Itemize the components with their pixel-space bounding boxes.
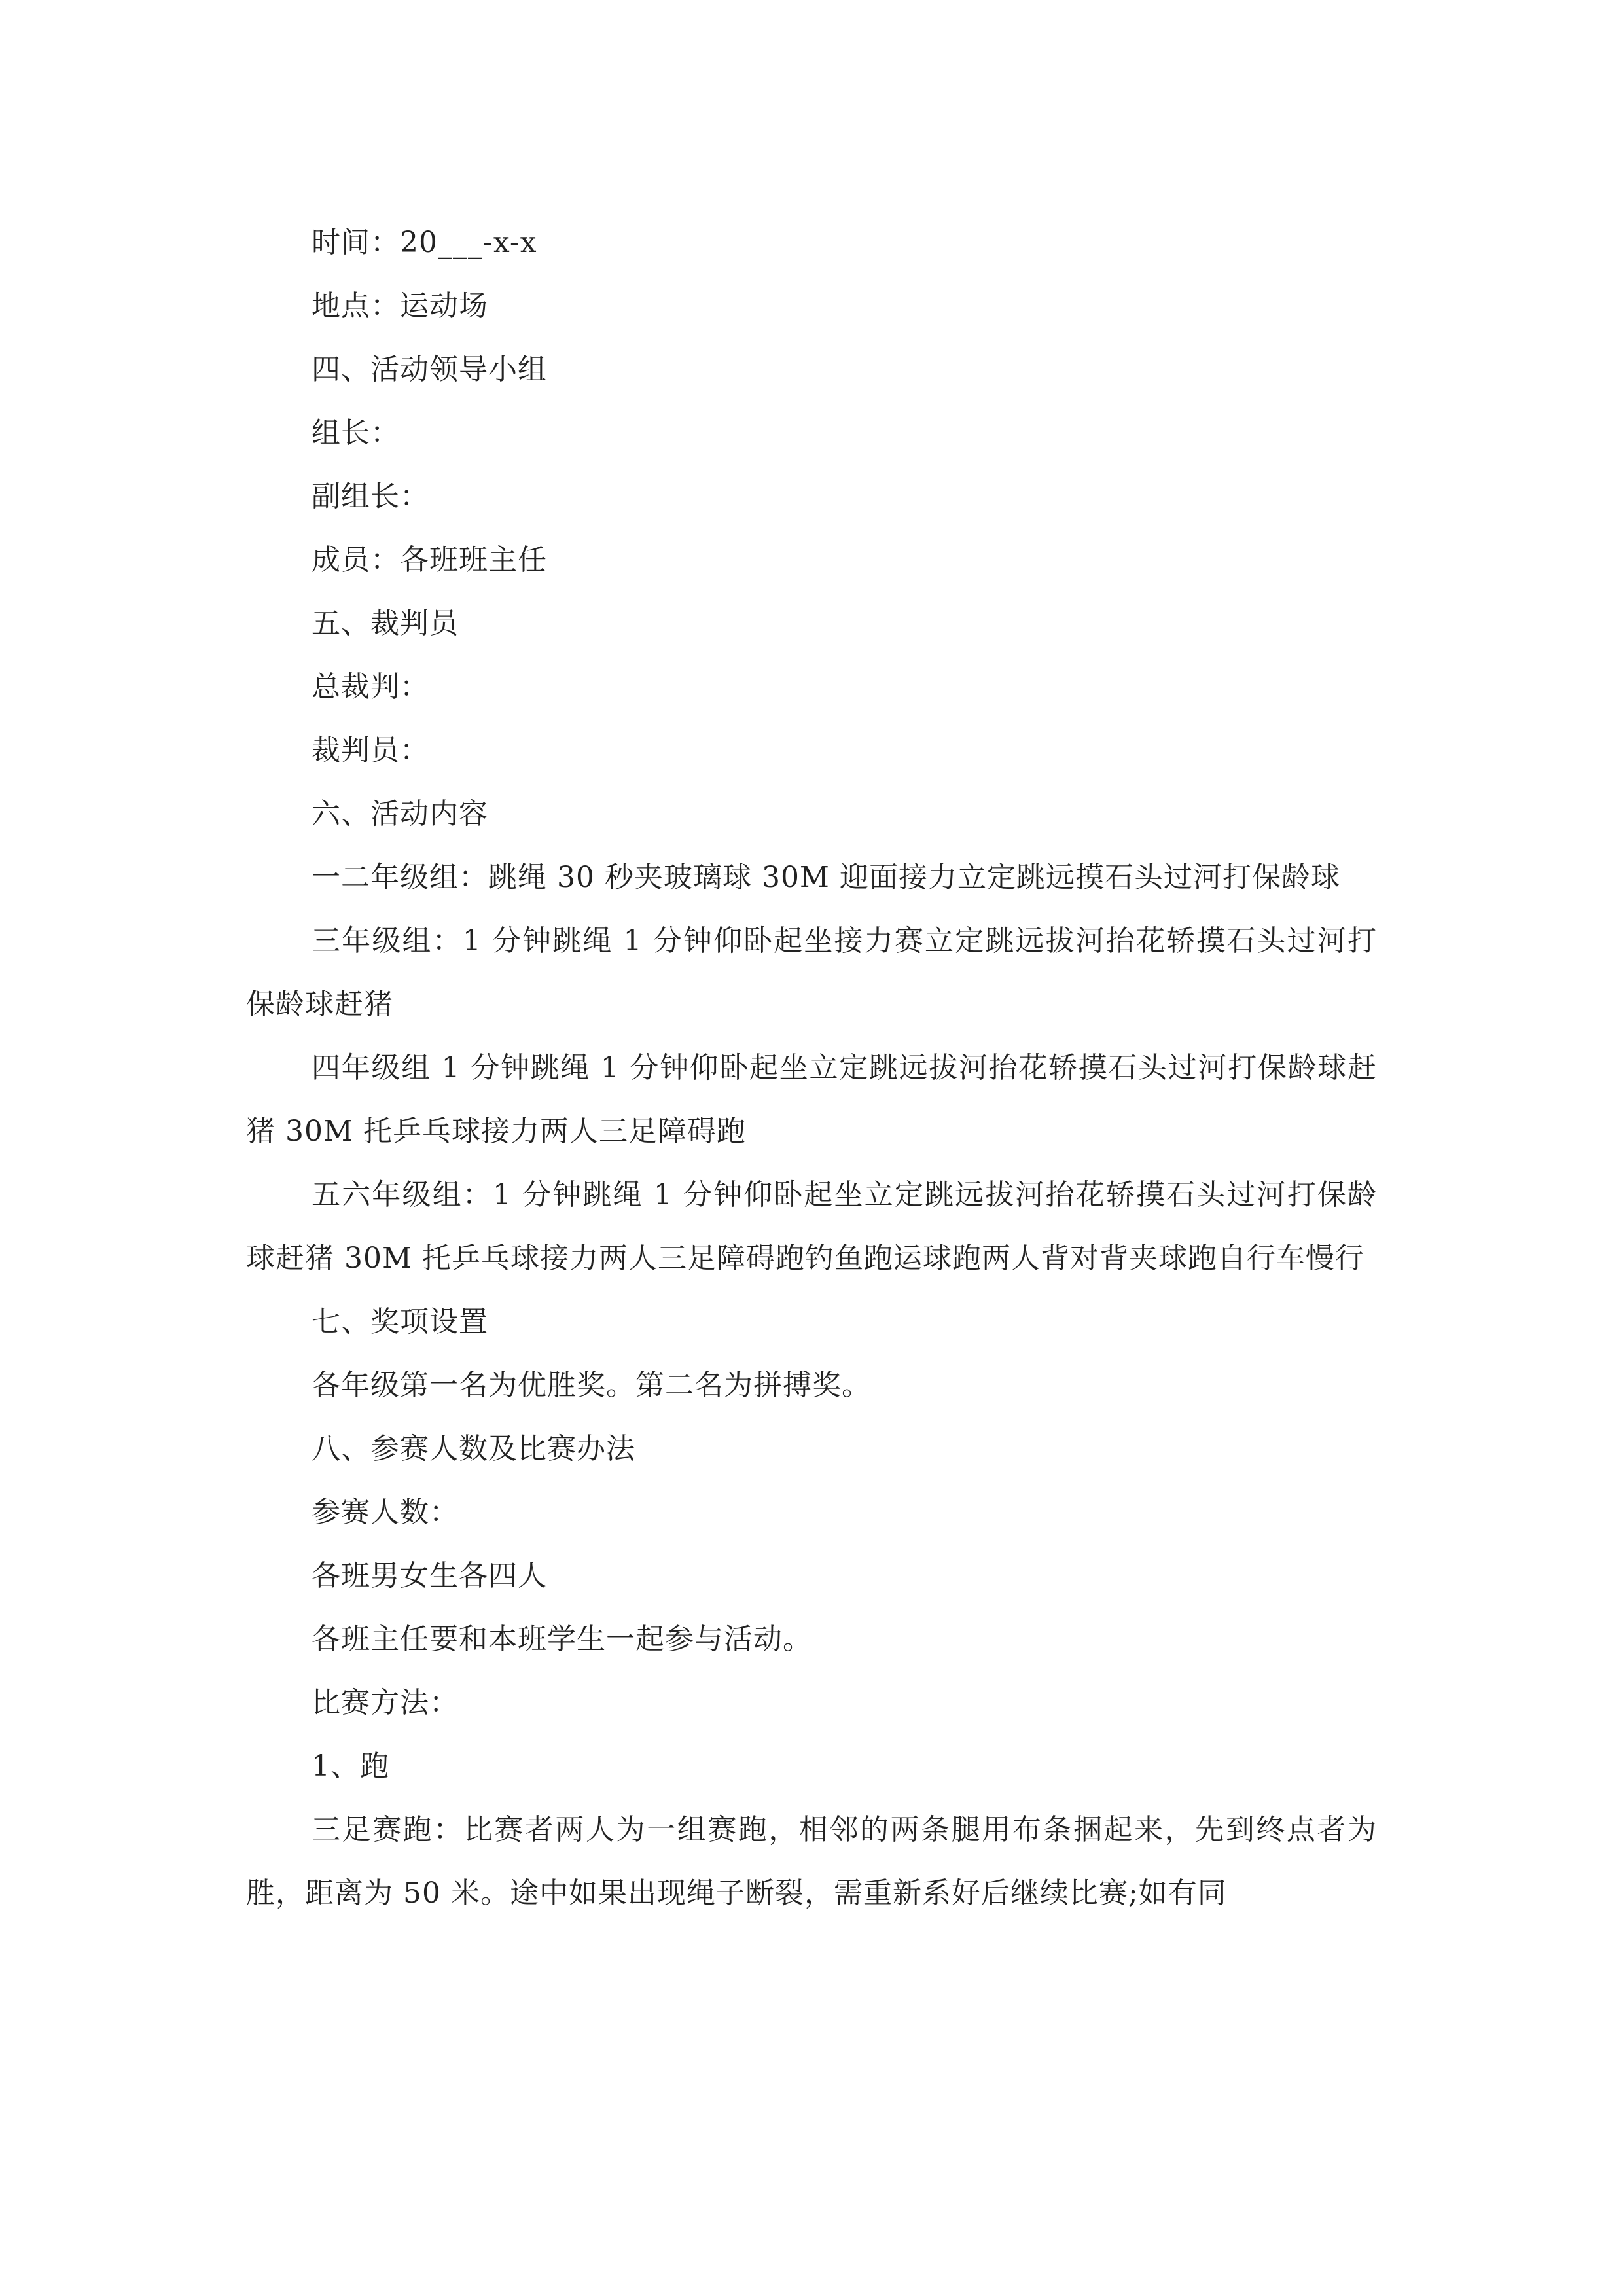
participant-count-line: 各班男女生各四人: [312, 1559, 547, 1592]
section-heading-activities: 六、活动内容: [312, 797, 488, 831]
team-leader-line: 组长：: [312, 416, 400, 450]
referees-line: 裁判员：: [312, 734, 429, 767]
section-heading-awards: 七、奖项设置: [312, 1305, 488, 1338]
participant-count-label: 参赛人数：: [312, 1496, 459, 1529]
members-line: 成员：各班班主任: [312, 543, 547, 577]
grade-4-activities: 四年级组 1 分钟跳绳 1 分钟仰卧起坐立定跳远拔河抬花轿摸石头过河打保龄球赶猪 30M 托乒乓球接力两人三足障碍跑: [246, 1051, 1377, 1148]
grade-3-activities: 三年级组：1 分钟跳绳 1 分钟仰卧起坐接力赛立定跳远拔河抬花轿摸石头过河打保龄球赶猪: [246, 924, 1377, 1021]
run-subheading: 1、跑: [312, 1749, 389, 1783]
grade-5-6-activities: 五六年级组：1 分钟跳绳 1 分钟仰卧起坐立定跳远拔河抬花轿摸石头过河打保龄球赶猪 30M 托乒乓球接力两人三足障碍跑钓鱼跑运球跑两人背对背夹球跑自行车慢行: [246, 1178, 1377, 1275]
document-body: [246, 211, 1377, 1925]
section-heading-participants: 八、参赛人数及比赛办法: [312, 1432, 635, 1465]
section-heading-leadership: 四、活动领导小组: [312, 353, 547, 386]
deputy-leader-line: 副组长：: [312, 480, 429, 513]
section-heading-referees: 五、裁判员: [312, 607, 459, 640]
three-legged-race-rules: 三足赛跑：比赛者两人为一组赛跑，相邻的两条腿用布条捆起来，先到终点者为胜，距离为 50 米。途中如果出现绳子断裂，需重新系好后继续比赛;如有同: [246, 1813, 1377, 1910]
competition-method-label: 比赛方法：: [312, 1686, 459, 1719]
awards-line: 各年级第一名为优胜奖。第二名为拼搏奖。: [312, 1369, 871, 1402]
grade-1-2-activities: 一二年级组：跳绳 30 秒夹玻璃球 30M 迎面接力立定跳远摸石头过河打保龄球: [312, 861, 1340, 894]
teacher-participation-line: 各班主任要和本班学生一起参与活动。: [312, 1623, 812, 1656]
chief-referee-line: 总裁判：: [312, 670, 429, 704]
location-line: 地点：运动场: [312, 289, 488, 323]
time-line: 时间：20___-x-x: [312, 226, 537, 259]
